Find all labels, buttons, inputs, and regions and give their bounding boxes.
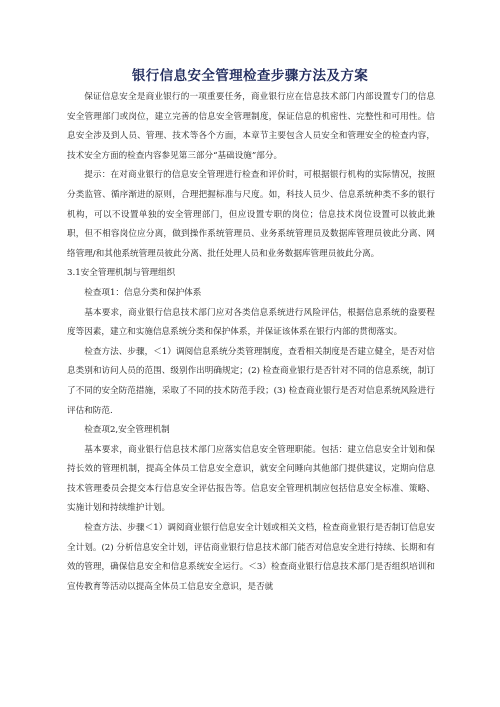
paragraph: 基本要求，商业银行信息技术部门应对各类信息系统进行风险评估，根据信息系统的盎要程度等因素，建立和实施信息系统分类和保护体系，并保证该体系在银行内部的贯彻落实。 (67, 307, 435, 338)
document-title: 银行信息安全管理检查步骤方法及方案 (131, 68, 369, 84)
paragraph: 提示：在对商业银行的信息安全管理进行检查和评价时，可根据银行机构的实际情况，按照分类监管、循序渐进的原则，合理把握标准与尺度。如，科技人员少、信息系统种类不多的银行机构，可以不设置单独的安全管理部门，但应设置专职的岗位；信息技术岗位设置可以彼此兼职，但不相容岗位应分离，做到操作系统管理员、业务系统管理员及数据库管理员彼此分离、网络管理/和其他系统管理员彼此分离、批任处理人员和业务数据库管理员彼此分离。 (67, 170, 435, 259)
document-body (67, 88, 435, 597)
paragraph: 检查方法、步骤＜1）调阅商业银行信息安全计划或相关文档，检查商业银行是否制订信息安全计划。(2) 分析信息安全计划，评估商业银行信息技术部门能否对信息安全进行持续、长期和有效的管理，确保信息安全和信息系统安全运行。＜3）检查商业银行信息技术部门是否组织培训和宣传教育等活动以提高全体员工信息安全意识，是否就 (67, 523, 435, 592)
section-heading: 3.1安全管理机制与管理组织 (67, 268, 176, 279)
paragraph: 保证信息安全是商业银行的一项重要任务，商业银行应在信息技术部门内部设置专门的信息安全管理部门或岗位，建立完善的信息安全管理制度，保证信息的机密性、完整性和可用性。信息安全涉及到人员、管理、技术等各个方面，本章节主要包含人员安全和管理安全的检查内容，技术安全方面的检查内容参见第三部分“基础设施”部分。 (67, 92, 435, 161)
check-item-heading: 检查项2,安全管理机制 (84, 425, 170, 436)
check-item-heading: 检查项1：信息分类和保护体系 (84, 287, 202, 298)
paragraph: 检查方法、步骤，＜1）调阅信息系统分类管理制度，查看相关制度是否建立健全，是否对信息类别和访问人员的范围、级别作出明确规定；(2) 检查商业银行是否针对不同的信息系统，制订了不同的安全防范措施，采取了不同的技术防范手段；(3) 检查商业银行是否对信息系统风险进行评估和防范. (67, 346, 435, 416)
paragraph: 基本要求，商业银行信息技术部门应落实信息安全管理职能。包括：建立信息安全计划和保持长效的管理机制，提高全体员工信息安全意识，就安全问睡向其他部门提供建议，定期向信息技术管理委员会提交本行信息安全评估报告等。信息安全管理机制应包括信息安全标准、策略、实施计划和持续维护计划。 (67, 444, 435, 514)
